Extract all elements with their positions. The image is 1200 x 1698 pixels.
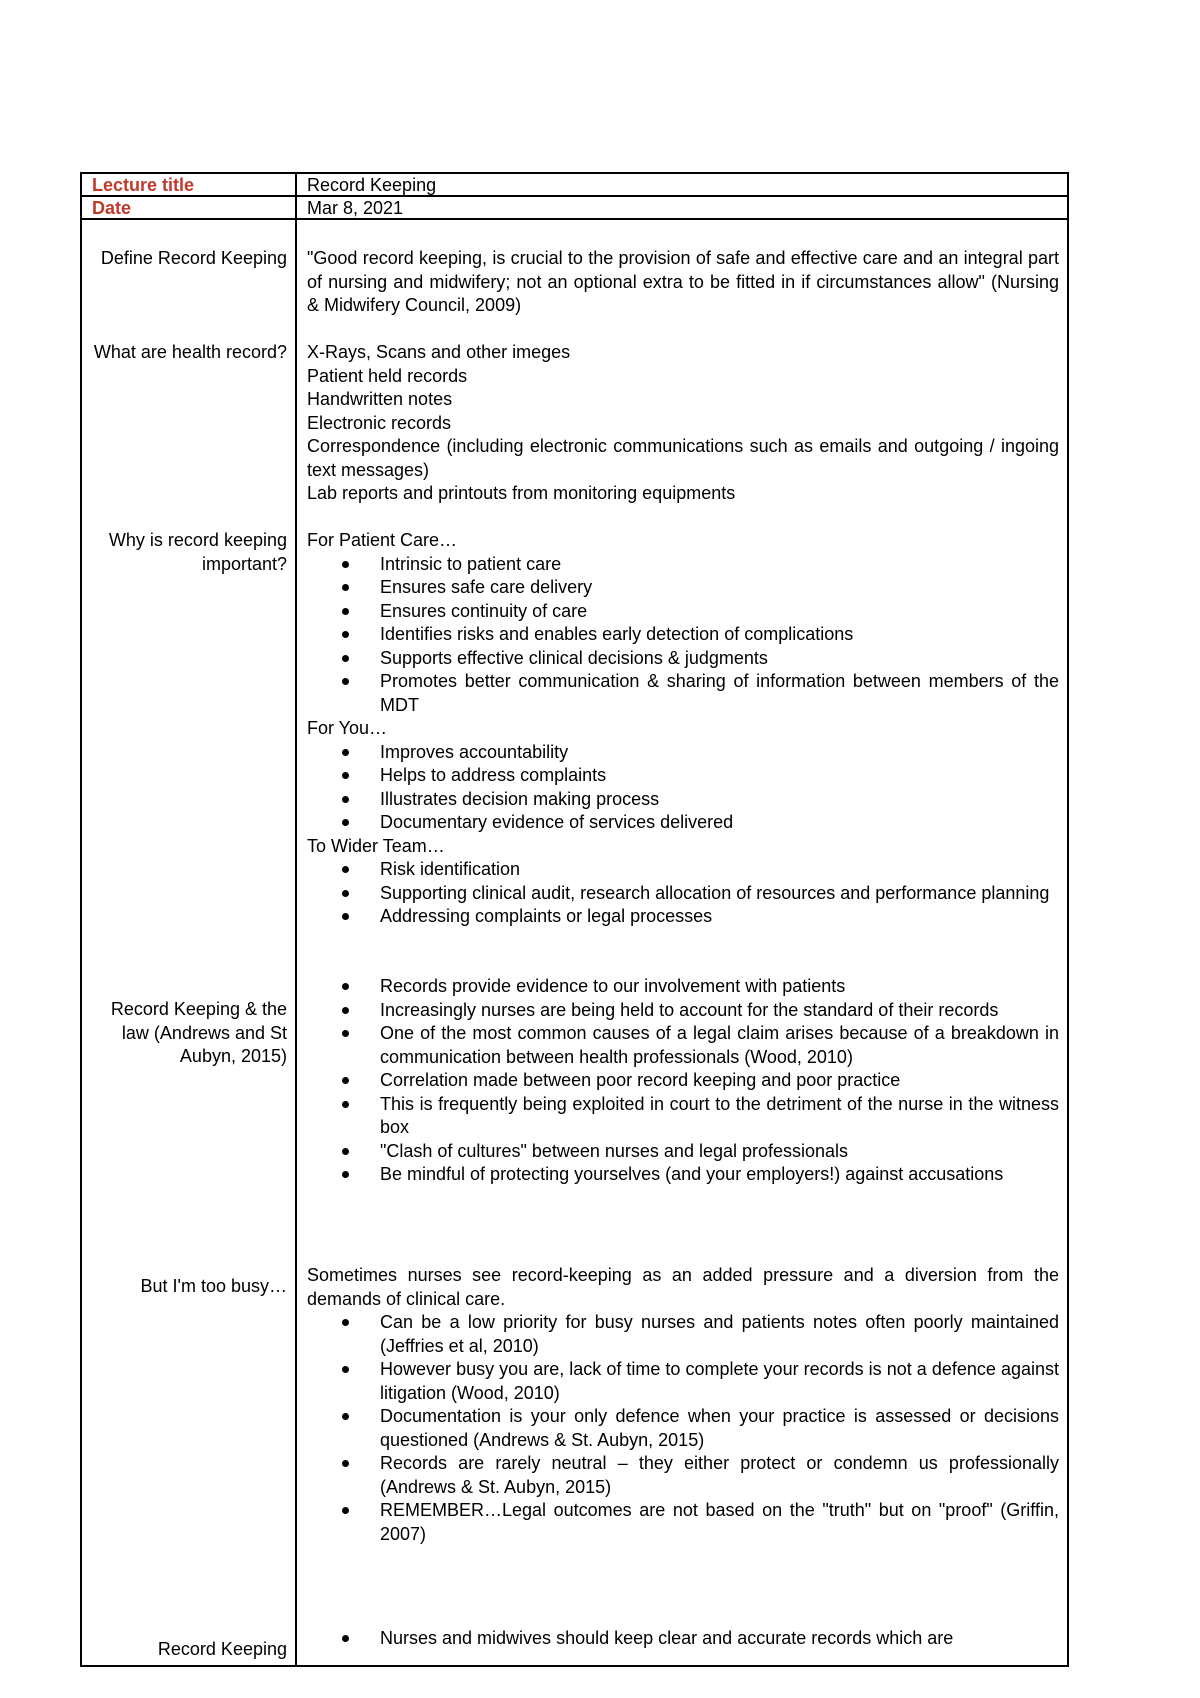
list-item: Documentary evidence of services delivered bbox=[380, 811, 1059, 835]
list-item: Promotes better communication & sharing of information between members of the MDT bbox=[380, 670, 1059, 717]
why-important-label: Why is record keeping important? bbox=[108, 530, 287, 574]
list-item: Intrinsic to patient care bbox=[380, 553, 1059, 577]
header-row-date bbox=[82, 197, 1067, 220]
health-record-item: Correspondence (including electronic communications such as emails and outgoing / ingoing text messages) bbox=[307, 436, 1059, 480]
health-record-item: Patient held records bbox=[307, 365, 468, 386]
health-record-label: What are health record? bbox=[93, 342, 287, 362]
law-content bbox=[307, 975, 1059, 1187]
lecture-notes-table bbox=[80, 172, 1069, 1667]
health-record-item: X-Rays, Scans and other imeges bbox=[307, 342, 571, 362]
health-record-item: Electronic records bbox=[307, 412, 452, 433]
list-item: Ensures continuity of care bbox=[380, 600, 1059, 624]
patient-care-list bbox=[307, 553, 1059, 718]
list-item: This is frequently being exploited in court to the detriment of the nurse in the witness box bbox=[380, 1093, 1059, 1140]
wider-team-list bbox=[307, 858, 1059, 929]
list-item: Correlation made between poor record keeping and poor practice bbox=[380, 1069, 1059, 1093]
health-record-item: Lab reports and printouts from monitoring equipments bbox=[307, 483, 736, 503]
define-text: "Good record keeping, is crucial to the provision of safe and effective care and an integral part of nursing and midwifery; not an optional extra to be fitted in if circumstances allow" (Nursing & Midwifery Council, 2009) bbox=[307, 248, 1059, 315]
list-item: Nurses and midwives should keep clear and accurate records which are bbox=[380, 1627, 1059, 1651]
list-item: Can be a low priority for busy nurses and patients notes often poorly maintained (Jeffries et al, 2010) bbox=[380, 1311, 1059, 1358]
last-content bbox=[307, 1627, 1059, 1651]
group-heading: For Patient Care… bbox=[307, 530, 458, 550]
date-value: Mar 8, 2021 bbox=[307, 198, 404, 218]
list-item: Supports effective clinical decisions & judgments bbox=[380, 647, 1059, 671]
header-row-title bbox=[82, 174, 1067, 197]
list-item: Identifies risks and enables early detection of complications bbox=[380, 623, 1059, 647]
health-record-item: Handwritten notes bbox=[307, 389, 453, 409]
why-important-content bbox=[307, 529, 1059, 929]
list-item: Be mindful of protecting yourselves (and your employers!) against accusations bbox=[380, 1163, 1059, 1187]
health-record-list bbox=[307, 341, 1059, 506]
last-list bbox=[307, 1627, 1059, 1651]
define-label: Define Record Keeping bbox=[100, 248, 287, 268]
date-label: Date bbox=[92, 198, 132, 218]
lecture-title-label: Lecture title bbox=[92, 175, 195, 195]
list-item: However busy you are, lack of time to complete your records is not a defence against litigation (Wood, 2010) bbox=[380, 1358, 1059, 1405]
column-divider bbox=[295, 174, 297, 1665]
list-item: One of the most common causes of a legal claim arises because of a breakdown in communication between health professionals (Wood, 2010) bbox=[380, 1022, 1059, 1069]
busy-label: But I'm too busy… bbox=[140, 1276, 287, 1296]
law-list bbox=[307, 975, 1059, 1187]
last-label: Record Keeping bbox=[157, 1639, 287, 1659]
busy-intro: Sometimes nurses see record-keeping as an added pressure and a diversion from the demands of clinical care. bbox=[307, 1265, 1059, 1309]
list-item: Documentation is your only defence when your practice is assessed or decisions questioned (Andrews & St. Aubyn, 2015) bbox=[380, 1405, 1059, 1452]
for-you-list bbox=[307, 741, 1059, 835]
list-item: Records provide evidence to our involvement with patients bbox=[380, 975, 1059, 999]
list-item: REMEMBER…Legal outcomes are not based on the "truth" but on "proof" (Griffin, 2007) bbox=[380, 1499, 1059, 1546]
law-label: Record Keeping & the law (Andrews and St Aubyn, 2015) bbox=[110, 999, 287, 1066]
list-item: Illustrates decision making process bbox=[380, 788, 1059, 812]
group-heading: For You… bbox=[307, 718, 388, 738]
busy-list bbox=[307, 1311, 1059, 1546]
list-item: Supporting clinical audit, research allocation of resources and performance planning bbox=[380, 882, 1059, 906]
lecture-title-value: Record Keeping bbox=[307, 175, 437, 195]
group-heading: To Wider Team… bbox=[307, 835, 445, 856]
busy-content bbox=[307, 1264, 1059, 1546]
list-item: Addressing complaints or legal processes bbox=[380, 905, 1059, 929]
list-item: "Clash of cultures" between nurses and legal professionals bbox=[380, 1140, 1059, 1164]
list-item: Risk identification bbox=[380, 858, 1059, 882]
list-item: Records are rarely neutral – they either protect or condemn us professionally (Andrews & St. Aubyn, 2015) bbox=[380, 1452, 1059, 1499]
list-item: Increasingly nurses are being held to account for the standard of their records bbox=[380, 999, 1059, 1023]
list-item: Ensures safe care delivery bbox=[380, 576, 1059, 600]
list-item: Helps to address complaints bbox=[380, 764, 1059, 788]
list-item: Improves accountability bbox=[380, 741, 1059, 765]
